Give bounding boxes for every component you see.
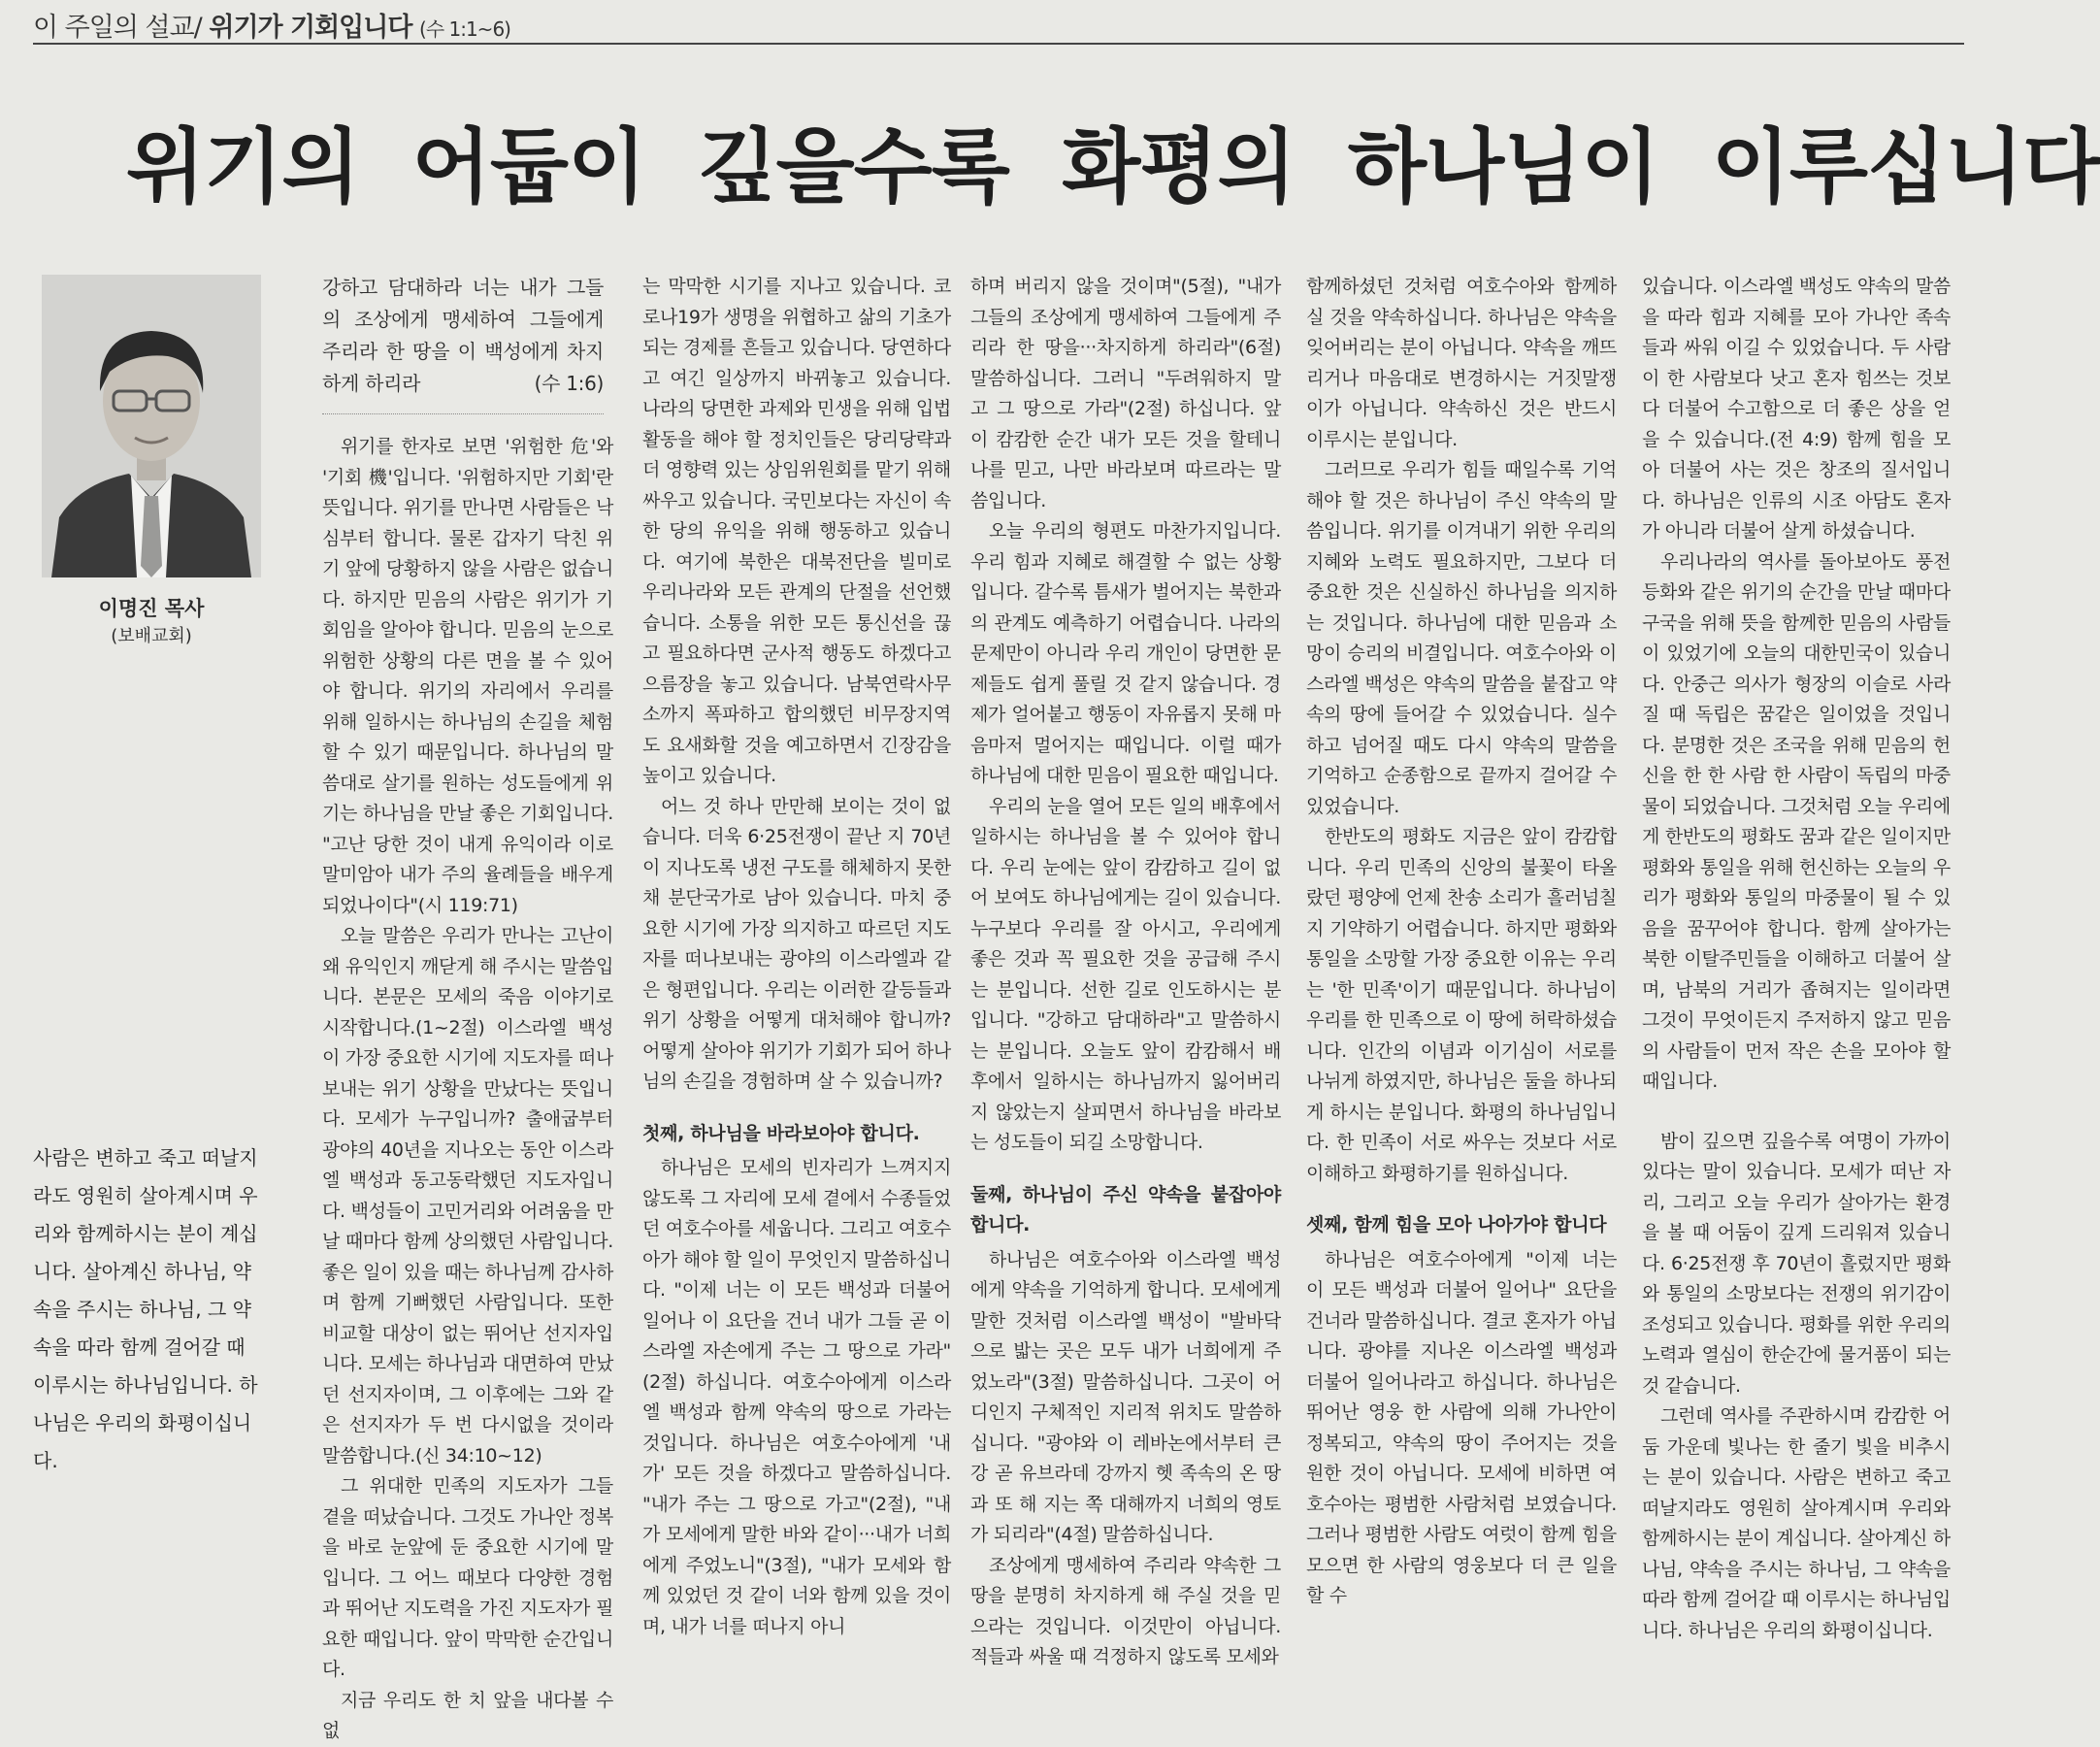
series-label: 이 주일의 설교/ [33, 13, 202, 43]
section-heading-2: 둘째, 하나님이 주신 약속을 붙잡아야 합니다. [970, 1183, 1281, 1236]
paragraph: 하나님은 여호수아와 이스라엘 백성에게 약속을 기억하게 합니다. 모세에게 말한 것처럼 이스라엘 백성이 "발바닥으로 밟는 곳은 모두 내가 너희에게 주었노라"(3절) 말씀하십니다. 그곳이 어디인지 구체적인 지리적 위치도 말씀하십니다. "광야와 이 레바논에서부터 큰 강 곧 유브라데 강까지 헷 족속의 온 땅과 또 해 지는 쪽 대해까지 너희의 영토가 되리라"(4절) 말씀하십니다. [970, 1248, 1281, 1545]
paragraph: 함께하셨던 것처럼 여호수아와 함께하실 것을 약속하십니다. 하나님은 약속을 잊어버리는 분이 아닙니다. 약속을 깨뜨리거나 마음대로 변경하시는 거짓말쟁이가 아닙니다. 약속하신 것은 반드시 이루시는 분입니다. [1306, 276, 1617, 450]
pull-quote [33, 1139, 262, 1480]
section-heading-3: 셋째, 함께 힘을 모아 나아가야 합니다 [1306, 1214, 1607, 1236]
paragraph: 밤이 깊으면 깊을수록 여명이 가까이 있다는 말이 있습니다. 모세가 떠난 자리, 그리고 오늘 우리가 살아가는 환경을 볼 때 어둠이 깊게 드리워져 있습니다. 6·25전쟁 후 70년이 흘렀지만 평화와 통일의 소망보다는 전쟁의 위기감이 조성되고 있습니다. 평화를 위한 우리의 노력과 열심이 한순간에 물거품이 되는 것 같습니다. [1642, 1130, 1951, 1397]
paragraph: 하며 버리지 않을 것이며"(5절), "내가 그들의 조상에게 맹세하여 그들에게 주리라 한 땅을···차지하게 하리라"(6절) 말씀하십니다. 그러니 "두려워하지 말고 그 땅으로 가라"(2절) 하십니다. 앞이 캄캄한 순간 내가 모든 것을 할테니 나를 믿고, 나만 바라보며 따르라는 말씀입니다. [970, 276, 1281, 511]
article-column-2 [642, 272, 951, 1637]
author-name: 이명진 목사 [98, 597, 205, 620]
article-column-5 [1642, 272, 1951, 1641]
paragraph: 조상에게 맹세하여 주리라 약속한 그 땅을 분명히 차지하게 해 주실 것을 믿으라는 것입니다. 이것만이 아닙니다. 적들과 싸울 때 걱정하지 않도록 모세와 [970, 1554, 1281, 1667]
header-divider [33, 43, 1964, 45]
author-church: (보배교회) [111, 626, 192, 646]
paragraph: 오늘 우리의 형편도 마찬가지입니다. 우리 힘과 지혜로 해결할 수 없는 상황입니다. 갈수록 틈새가 벌어지는 북한과의 관계도 예측하기 어렵습니다. 나라의 문제만이 아니라 우리 개인이 당면한 문제들도 쉽게 풀릴 것 같지 않습니다. 경제가 얼어붙고 행동이 자유롭지 못해 마음마저 멀어지는 때입니다. 이럴 때가 하나님에 대한 믿음이 필요한 때입니다. [970, 520, 1281, 786]
section-heading-1: 첫째, 하나님을 바라보아야 합니다. [642, 1122, 920, 1144]
paragraph: 하나님은 여호수아에게 "이제 너는 이 모든 백성과 더불어 일어나" 요단을 건너라 말씀하십니다. 결코 혼자가 아닙니다. 광야를 지나온 이스라엘 백성과 더불어 일어나라고 하십니다. 하나님은 뛰어난 영웅 한 사람에 의해 가나안이 정복되고, 약속의 땅이 주어지는 것을 원한 것이 아닙니다. 모세에 비하면 여호수아는 평범한 사람처럼 보였습니다. 그러나 평범한 사람도 여럿이 함께 힘을 모으면 한 사람의 영웅보다 더 큰 일을 할 수 [1306, 1248, 1617, 1606]
headline: 위기의 어둡이 깊을수록 화평의 하나님이 이루십니다 [126, 119, 2100, 214]
series-title [33, 6, 510, 44]
sermon-subtitle: 위기가 기회입니다 [209, 13, 412, 43]
paragraph: 그런데 역사를 주관하시며 캄캄한 어둠 가운데 빛나는 한 줄기 빛을 비추시는 분이 있습니다. 사람은 변하고 죽고 떠날지라도 영원히 살아계시며 우리와 함께하시는 분이 계십니다. 살아계신 하나님, 약속을 주시는 하나님, 그 약속을 따라 함께 걸어갈 때 이루시는 하나님입니다. 하나님은 우리의 화평이십니다. [1642, 1405, 1951, 1641]
paragraph: 어느 것 하나 만만해 보이는 것이 없습니다. 더욱 6·25전쟁이 끝난 지 70년이 지나도록 냉전 구도를 해체하지 못한 채 분단국가로 남아 있습니다. 마치 중요한 시기에 가장 의지하고 따르던 지도자를 떠나보내는 광야의 이스라엘과 같은 형편입니다. 우리는 이러한 갈등들과 위기 상황을 어떻게 대처해야 합니까? 어떻게 살아야 위기가 기회가 되어 하나님의 손길을 경험하며 살 수 있습니까? [642, 795, 951, 1092]
paragraph: 우리나라의 역사를 돌아보아도 풍전등화와 같은 위기의 순간을 만날 때마다 구국을 위해 뜻을 함께한 믿음의 사람들이 있었기에 오늘의 대한민국이 있습니다. 안중근 의사가 형장의 이슬로 사라질 때 독립은 꿈같은 일이었을 것입니다. 분명한 것은 조국을 위해 믿음의 헌신을 한 한 사람 한 사람이 독립의 마중물이 되었습니다. 그것처럼 오늘 우리에게 한반도의 평화도 꿈과 같은 일이지만 평화와 통일을 위해 헌신하는 오늘의 우리가 평화와 통일의 마중물이 될 수 있음을 꿈꾸어야 합니다. 함께 살아가는 북한 이탈주민들을 이해하고 더불어 살며, 남북의 거리가 좁혀지는 일이라면 그것이 무엇이든지 주저하지 않고 믿음의 사람들이 먼저 작은 손을 모아야 할 때입니다. [1642, 550, 1951, 1092]
scripture-box-ref: (수 1:6) [534, 372, 604, 395]
paragraph: 하나님은 모세의 빈자리가 느껴지지 않도록 그 자리에 모세 곁에서 수종들었던 여호수아를 세웁니다. 그리고 여호수아가 해야 할 일이 무엇인지 말씀하십니다. "이제 너는 이 모든 백성과 더불어 일어나 이 요단을 건너 내가 그들 곧 이스라엘 자손에게 주는 그 땅으로 가라"(2절) 하십니다. 여호수아에게 이스라엘 백성과 함께 약속의 땅으로 가라는 것입니다. 하나님은 여호수아에게 '내가' 모든 것을 하겠다고 말씀하십니다. "내가 주는 그 땅으로 가고"(2절), "내가 모세에게 말한 바와 같이···내가 너희에게 주었노니"(3절), "내가 모세와 함께 있었던 것 같이 너와 함께 있을 것이며, 내가 너를 떠나지 아니 [642, 1157, 951, 1637]
paragraph: 는 막막한 시기를 지나고 있습니다. 코로나19가 생명을 위협하고 삶의 기초가 되는 경제를 흔들고 있습니다. 당연하다고 여긴 일상까지 바뀌놓고 있습니다. 나라의 당면한 과제와 민생을 위해 입법 활동을 해야 할 정치인들은 당리당략과 더 영향력 있는 상임위원회를 맡기 위해 싸우고 있습니다. 국민보다는 자신이 속한 당의 유익을 위해 행동하고 있습니다. 여기에 북한은 대북전단을 빌미로 우리나라와 모든 관계의 단절을 선언했습니다. 소통을 위한 모든 통신선을 끊고 필요하다면 군사적 행동도 하겠다고 으름장을 놓고 있습니다. 남북연락사무소까지 폭파하고 합의했던 비무장지역도 요새화할 것을 예고하면서 긴장감을 높이고 있습니다. [642, 276, 951, 786]
pull-quote-text: 사람은 변하고 죽고 떠날지라도 영원히 살아계시며 우리와 함께하시는 분이 계십니다. 살아계신 하나님, 약속을 주시는 하나님, 그 약속을 따라 함께 걸어갈 때 이루시는 하나님입니다. 하나님은 우리의 화평이십니다. [33, 1146, 258, 1472]
paragraph: 한반도의 평화도 지금은 앞이 캄캄합니다. 우리 민족의 신앙의 불꽃이 타올랐던 평양에 언제 찬송 소리가 흘러넘칠지 기약하기 어렵습니다. 하지만 평화와 통일을 소망할 가장 중요한 이유는 우리는 '한 민족'이기 때문입니다. 하나님이 우리를 한 민족으로 이 땅에 허락하셨습니다. 인간의 이념과 이기심이 서로를 나뉘게 하였지만, 하나님은 둘을 하나되게 하시는 분입니다. 화평의 하나님입니다. 한 민족이 서로 싸우는 것보다 서로 이해하고 화평하기를 원하십니다. [1306, 826, 1617, 1184]
scripture-reference: (수 1:1~6) [419, 17, 510, 41]
scripture-box [322, 272, 604, 414]
article-column-1 [322, 272, 613, 1741]
paragraph: 그러므로 우리가 힘들 때일수록 기억해야 할 것은 하나님이 주신 약속의 말씀입니다. 위기를 이겨내기 위한 우리의 지혜와 노력도 필요하지만, 그보다 더 중요한 것은 신실하신 하나님을 의지하는 것입니다. 하나님에 대한 믿음과 소망이 승리의 비결입니다. 여호수아와 이스라엘 백성은 약속의 말씀을 붙잡고 약속의 땅에 들어갈 수 있었습니다. 실수하고 넘어질 때도 다시 약속의 말씀을 기억하고 순종함으로 끝까지 걸어갈 수 있었습니다. [1306, 459, 1617, 817]
scripture-text: 강하고 담대하라 너는 내가 그들의 조상에게 맹세하여 그들에게 주리라 한 땅을 이 백성에게 차지하게 하리라 [322, 276, 604, 395]
paragraph: 위기를 한자로 보면 '위험한 危'와 '기회 機'입니다. '위험하지만 기회'란 뜻입니다. 위기를 만나면 사람들은 낙심부터 합니다. 물론 갑자기 닥친 위기 앞에 당황하지 않을 사람은 없습니다. 하지만 믿음의 사람은 위기가 기회임을 알아야 합니다. 믿음의 눈으로 위험한 상황의 다른 면을 볼 수 있어야 합니다. 위기의 자리에서 우리를 위해 일하시는 하나님의 손길을 체험할 수 있기 때문입니다. 하나님의 말씀대로 살기를 원하는 성도들에게 위기는 하나님을 만날 좋은 기회입니다. "고난 당한 것이 내게 유익이라 이로 말미암아 내가 주의 율례들을 배우게 되었나이다"(시 119:71) [322, 436, 613, 916]
paragraph: 그 위대한 민족의 지도자가 그들 곁을 떠났습니다. 그것도 가나안 정복을 바로 눈앞에 둔 중요한 시기에 말입니다. 그 어느 때보다 다양한 경험과 뛰어난 지도력을 가진 지도자가 필요한 때입니다. 앞이 막막한 순간입니다. [322, 1475, 613, 1680]
article-column-4 [1306, 272, 1617, 1631]
article-column-3 [970, 272, 1281, 1667]
paragraph: 오늘 말씀은 우리가 만나는 고난이 왜 유익인지 깨닫게 해 주시는 말씀입니다. 본문은 모세의 죽음 이야기로 시작합니다.(1~2절) 이스라엘 백성이 가장 중요한 시기에 지도자를 떠나보내는 위기 상황을 만났다는 뜻입니다. 모세가 누구입니까? 출애굽부터 광야의 40년을 지나오는 동안 이스라엘 백성과 동고동락했던 지도자입니다. 백성들이 고민거리와 어려움을 만날 때마다 함께 상의했던 사람입니다. 좋은 일이 있을 때는 하나님께 감사하며 함께 기뻐했던 사람입니다. 또한 비교할 대상이 없는 뛰어난 선지자입니다. 모세는 하나님과 대면하여 만났던 선지자이며, 그 이후에는 그와 같은 선지자가 두 번 다시없을 것이라 말씀합니다.(신 34:10~12) [322, 925, 613, 1467]
section-header [0, 0, 1987, 45]
author-photo [42, 275, 261, 577]
paragraph: 지금 우리도 한 치 앞을 내다볼 수 없 [322, 1689, 613, 1741]
paragraph: 있습니다. 이스라엘 백성도 약속의 말씀을 따라 힘과 지혜를 모아 가나안 족속들과 싸워 이길 수 있었습니다. 두 사람이 한 사람보다 낫고 혼자 힘쓰는 것보다 더불어 수고함으로 더 좋은 상을 얻을 수 있습니다.(전 4:9) 함께 힘을 모아 더불어 사는 것은 창조의 질서입니다. 하나님은 인류의 시조 아담도 혼자가 아니라 더불어 살게 하셨습니다. [1642, 276, 1951, 542]
paragraph: 우리의 눈을 열어 모든 일의 배후에서 일하시는 하나님을 볼 수 있어야 합니다. 우리 눈에는 앞이 캄캄하고 길이 없어 보여도 하나님에게는 길이 있습니다. 누구보다 우리를 잘 아시고, 우리에게 좋은 것과 꼭 필요한 것을 공급해 주시는 분입니다. 선한 길로 인도하시는 분입니다. "강하고 담대하라"고 말씀하시는 분입니다. 오늘도 앞이 캄캄해서 배후에서 일하시는 하나님까지 잃어버리지 않았는지 살피면서 하나님을 바라보는 성도들이 되길 소망합니다. [970, 795, 1281, 1153]
